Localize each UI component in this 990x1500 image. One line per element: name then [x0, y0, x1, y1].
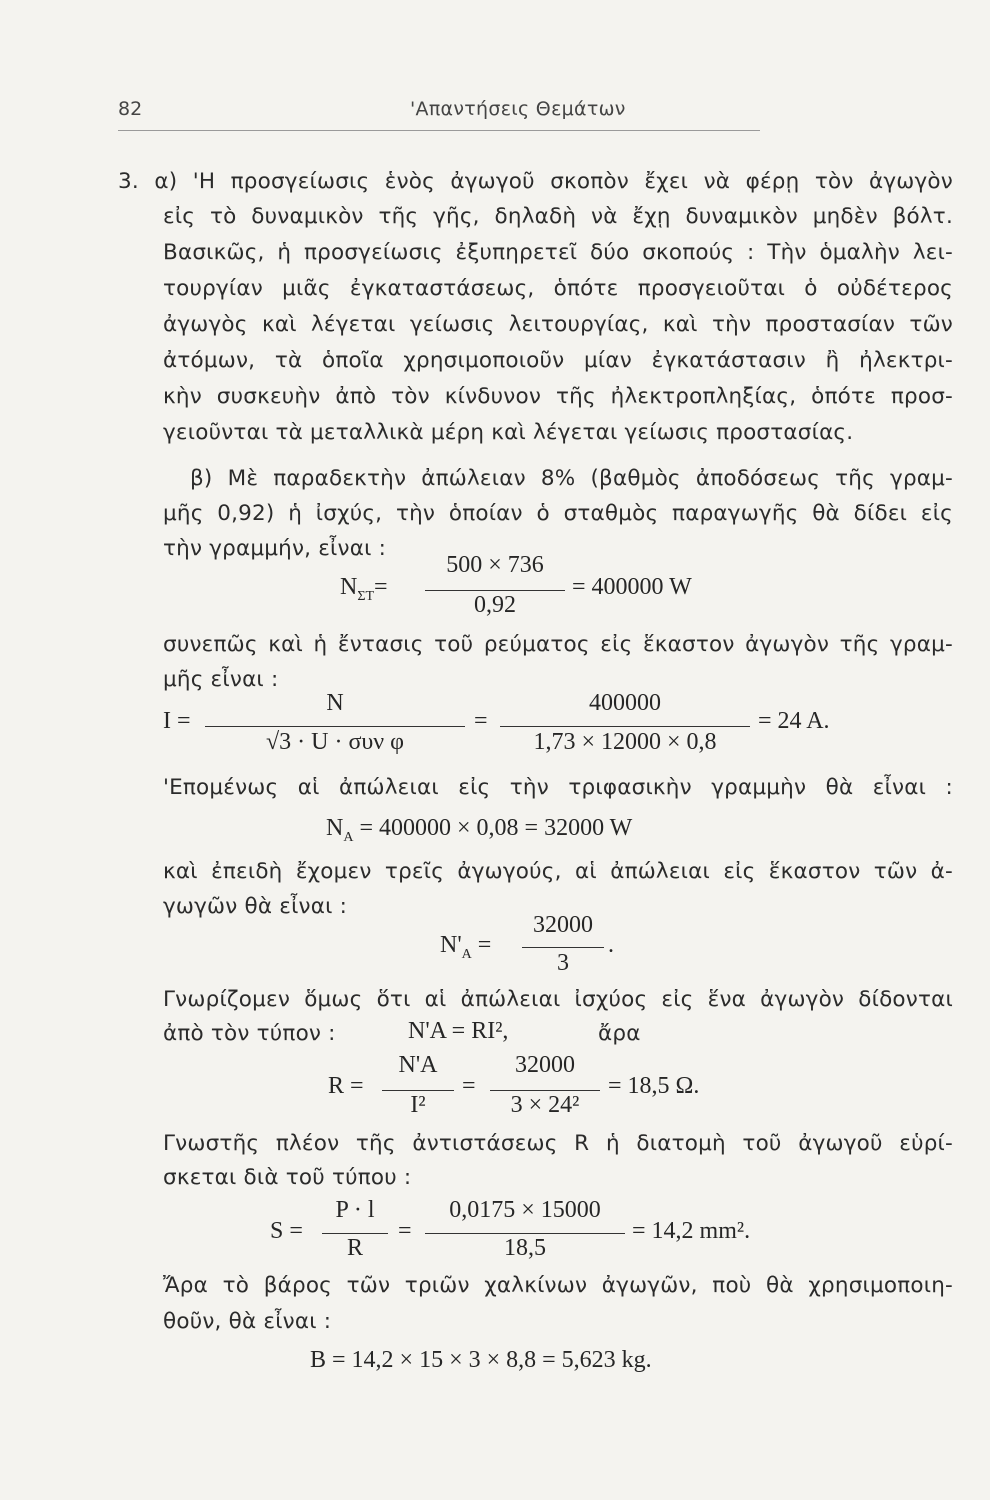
eq5-bar1: [382, 1090, 454, 1091]
eq3-lhs: N: [326, 815, 344, 841]
eq2-bar1: [205, 726, 465, 727]
eq4-lhs: N': [440, 932, 462, 958]
eq6-den2: 18,5: [504, 1235, 546, 1261]
eq4-lhs-sub: A: [461, 946, 472, 962]
inline-formula: N'A = RI²,: [408, 1018, 509, 1044]
eq6-num1: P · l: [335, 1197, 375, 1223]
eq1-eq: =: [374, 574, 388, 600]
eq2-den2: 1,73 × 12000 × 0,8: [533, 729, 717, 755]
text-line: γειοῦνται τὰ μεταλλικὰ μέρη καὶ λέγεται γείωσις προστασίας.: [163, 420, 854, 445]
text-line: β) Μὲ παραδεκτὴν ἀπώλειαν 8% (βαθμὸς ἀποδόσεως τῆς γραμ-: [190, 466, 953, 491]
eq2-rhs: = 24 A.: [758, 708, 830, 734]
page-number: 82: [118, 98, 143, 120]
text-line: συνεπῶς καὶ ἡ ἔντασις τοῦ ρεύματος εἰς ἕκαστον ἀγωγὸν τῆς γραμ-: [163, 632, 953, 657]
eq2-num1: N: [326, 690, 344, 716]
header-rule: [118, 130, 760, 131]
eq6-bar2: [425, 1233, 625, 1234]
page-header: [0, 90, 990, 126]
eq6-lhs: S =: [270, 1218, 303, 1244]
text-line: γωγῶν θὰ εἶναι :: [163, 894, 348, 919]
eq2-num2: 400000: [589, 690, 661, 716]
text-line: κὴν συσκευὴν ἀπὸ τὸν κίνδυνον τῆς ἠλεκτροπληξίας, ὁπότε προσ-: [163, 384, 953, 409]
eq5-rhs: = 18,5 Ω.: [608, 1073, 700, 1099]
text-line: Ἄρα τὸ βάρος τῶν τριῶν χαλκίνων ἀγωγῶν, ποὺ θὰ χρησιμοποιη-: [163, 1273, 953, 1298]
text-line: ἀγωγὸς καὶ λέγεται γείωσις λειτουργίας, καὶ τὴν προστασίαν τῶν: [163, 312, 953, 337]
text-line: τουργίαν μιᾶς ἐγκαταστάσεως, ὁπότε προσγειοῦται ὁ οὐδέτερος: [163, 276, 953, 301]
text-line: καὶ ἐπειδὴ ἔχομεν τρεῖς ἀγωγούς, αἱ ἀπώλειαι εἰς ἕκαστον τῶν ἀ-: [163, 859, 953, 884]
text-line: τὴν γραμμήν, εἶναι :: [163, 536, 387, 561]
text-line: ἀτόμων, τὰ ὁποῖα χρησιμοποιοῦν μίαν ἐγκατάστασιν ἢ ἠλεκτρι-: [163, 348, 953, 373]
eq1-lhs-sub: ΣΤ: [357, 588, 375, 604]
text-line: Γνωρίζομεν ὅμως ὅτι αἱ ἀπώλειαι ἰσχύος εἰς ἕνα ἀγωγὸν δίδονται: [163, 987, 953, 1012]
text-line: μῆς εἶναι :: [163, 667, 279, 692]
eq3-lhs-sub: A: [343, 829, 354, 845]
equation-weight: B = 14,2 × 15 × 3 × 8,8 = 5,623 kg.: [310, 1347, 652, 1373]
eq1-den: 0,92: [474, 592, 516, 618]
text-line: θοῦν, θὰ εἶναι :: [163, 1309, 332, 1334]
text-line: 3. α) 'Η προσγείωσις ἑνὸς ἀγωγοῦ σκοπὸν ἔχει νὰ φέρῃ τὸν ἀγωγὸν: [118, 169, 953, 194]
eq4-end: .: [608, 932, 614, 958]
eq1-bar: [425, 590, 565, 591]
eq4-eq: =: [477, 932, 492, 958]
text-line: Βασικῶς, ἡ προσγείωσις ἐξυπηρετεῖ δύο σκοπούς : Τὴν ὁμαλὴν λει-: [163, 240, 953, 265]
eq2-lhs: I =: [163, 708, 191, 734]
eq1-lhs: N: [340, 574, 358, 600]
eq6-den1: R: [346, 1235, 363, 1261]
eq6-bar1: [322, 1233, 388, 1234]
eq2-den1: √3 · U · συν φ: [265, 729, 404, 755]
text-line: Γνωστῆς πλέον τῆς ἀντιστάσεως R ἡ διατομὴ τοῦ ἀγωγοῦ εὑρί-: [163, 1131, 953, 1156]
eq4-num: 32000: [533, 912, 593, 938]
eq6-num2: 0,0175 × 15000: [449, 1197, 601, 1223]
text-line: εἰς τὸ δυναμικὸν τῆς γῆς, δηλαδὴ νὰ ἔχῃ δυναμικὸν μηδὲν βόλτ.: [163, 204, 953, 229]
eq6-eq: =: [398, 1218, 412, 1244]
eq2-eq: =: [474, 708, 488, 734]
text-line: μῆς 0,92) ἡ ἰσχύς, τὴν ὁποίαν ὁ σταθμὸς παραγωγῆς θὰ δίδει εἰς: [163, 501, 953, 526]
eq5-num2: 32000: [515, 1052, 575, 1078]
text-line: ἀπὸ τὸν τύπον :: [163, 1021, 336, 1046]
eq5-bar2: [490, 1090, 600, 1091]
text-line: 'Επομένως αἱ ἀπώλειαι εἰς τὴν τριφασικὴν γραμμὴν θὰ εἶναι :: [163, 775, 953, 800]
running-title: 'Απαντήσεις Θεμάτων: [410, 98, 626, 120]
eq2-bar2: [500, 726, 750, 727]
eq5-den1: I²: [410, 1092, 426, 1118]
eq5-lhs: R =: [328, 1073, 364, 1099]
eq3-rest: = 400000 × 0,08 = 32000 W: [359, 815, 633, 841]
eq1-rhs: = 400000 W: [572, 574, 692, 600]
eq4-den: 3: [557, 950, 569, 976]
eq5-eq: =: [462, 1073, 476, 1099]
eq4-bar: [522, 947, 604, 948]
eq5-den2: 3 × 24²: [510, 1092, 580, 1118]
text-line: σκεται διὰ τοῦ τύπου :: [163, 1165, 412, 1190]
equation-losses: [326, 815, 632, 846]
text-line: ἄρα: [598, 1021, 641, 1046]
eq5-num1: N'A: [398, 1052, 438, 1078]
eq6-rhs: = 14,2 mm².: [632, 1218, 751, 1244]
eq1-num: 500 × 736: [446, 552, 544, 578]
